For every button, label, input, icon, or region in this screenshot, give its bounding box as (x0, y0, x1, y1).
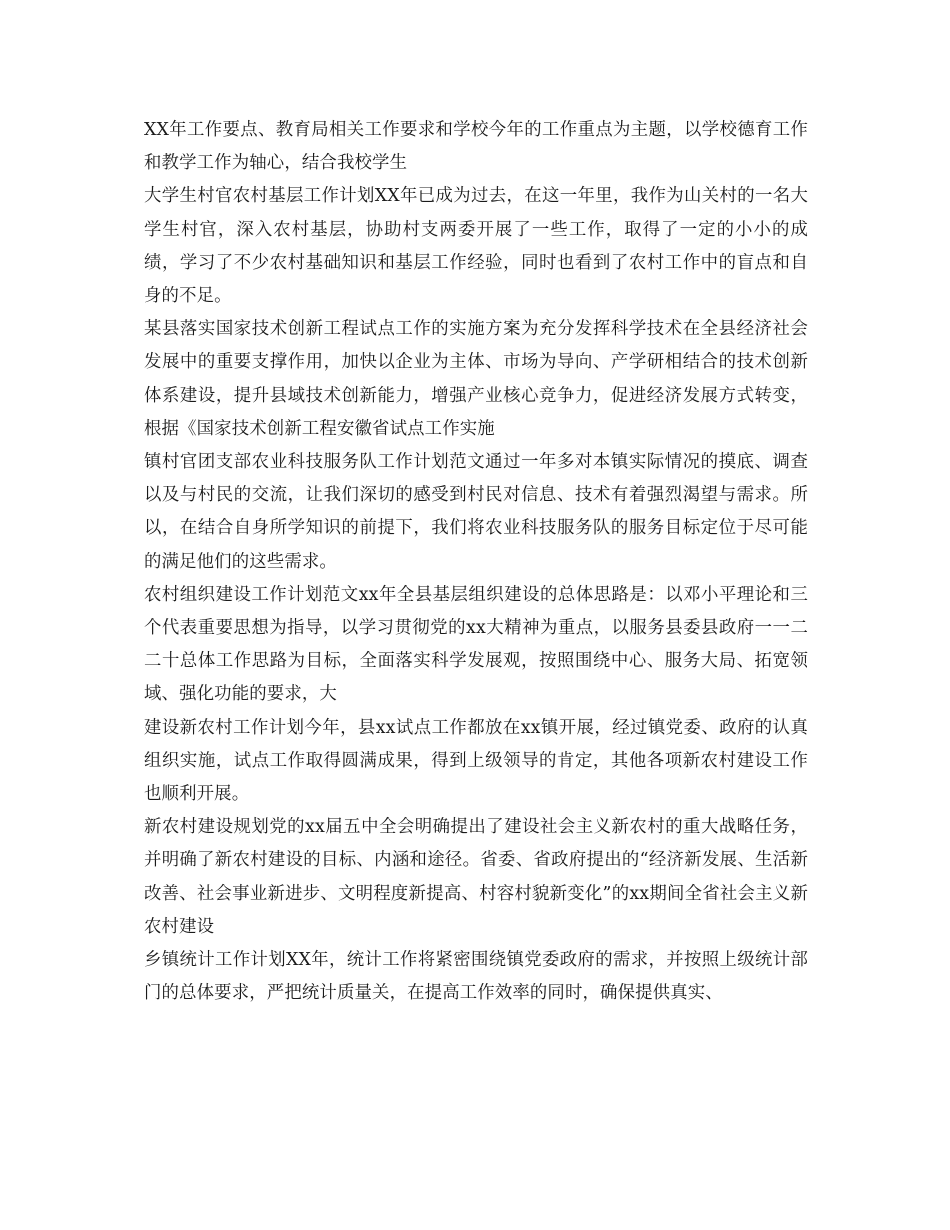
paragraph-8: 乡镇统计工作计划XX年，统计工作将紧密围绕镇党委政府的需求，并按照上级统计部门的总体要求，严把统计质量关，在提高工作效率的同时，确保提供真实、 (144, 950, 808, 1004)
paragraph-4: 镇村官团支部农业科技服务队工作计划范文通过一年多对本镇实际情况的摸底、调查以及与村民的交流，让我们深切的感受到村民对信息、技术有着强烈渴望与需求。所以，在结合自身所学知识的前提下，我们将农业科技服务队的服务目标定位于尽可能的满足他们的这些需求。 (144, 452, 808, 572)
paragraph-3: 某县落实国家技术创新工程试点工作的实施方案为充分发挥科学技术在全县经济社会发展中的重要支撑作用，加快以企业为主体、市场为导向、产学研相结合的技术创新体系建设，提升县域技术创新能力，增强产业核心竞争力，促进经济发展方式转变，根据《国家技术创新工程安徽省试点工作实施 (144, 319, 808, 439)
paragraph-7: 新农村建设规划党的xx届五中全会明确提出了建设社会主义新农村的重大战略任务，并明确了新农村建设的目标、内涵和途径。省委、省政府提出的“经济新发展、生活新改善、社会事业新进步、文明程度新提高、村容村貌新变化”的xx期间全省社会主义新农村建设 (144, 817, 808, 937)
document-body (144, 114, 808, 1010)
paragraph-1: XX年工作要点、教育局相关工作要求和学校今年的工作重点为主题，以学校德育工作和教学工作为轴心，结合我校学生 (144, 120, 808, 174)
paragraph-2: 大学生村官农村基层工作计划XX年已成为过去，在这一年里，我作为山关村的一名大学生村官，深入农村基层，协助村支两委开展了一些工作，取得了一定的小小的成绩，学习了不少农村基础知识和基层工作经验，同时也看到了农村工作中的盲点和自身的不足。 (144, 186, 808, 307)
paragraph-6: 建设新农村工作计划今年，县xx试点工作都放在xx镇开展，经过镇党委、政府的认真组织实施，试点工作取得圆满成果，得到上级领导的肯定，其他各项新农村建设工作也顺利开展。 (144, 717, 808, 805)
paragraph-5: 农村组织建设工作计划范文xx年全县基层组织建设的总体思路是：以邓小平理论和三个代表重要思想为指导，以学习贯彻党的xx大精神为重点，以服务县委县政府一一二二十总体工作思路为目标，全面落实科学发展观，按照围绕中心、服务大局、拓宽领域、强化功能的要求，大 (144, 584, 808, 705)
